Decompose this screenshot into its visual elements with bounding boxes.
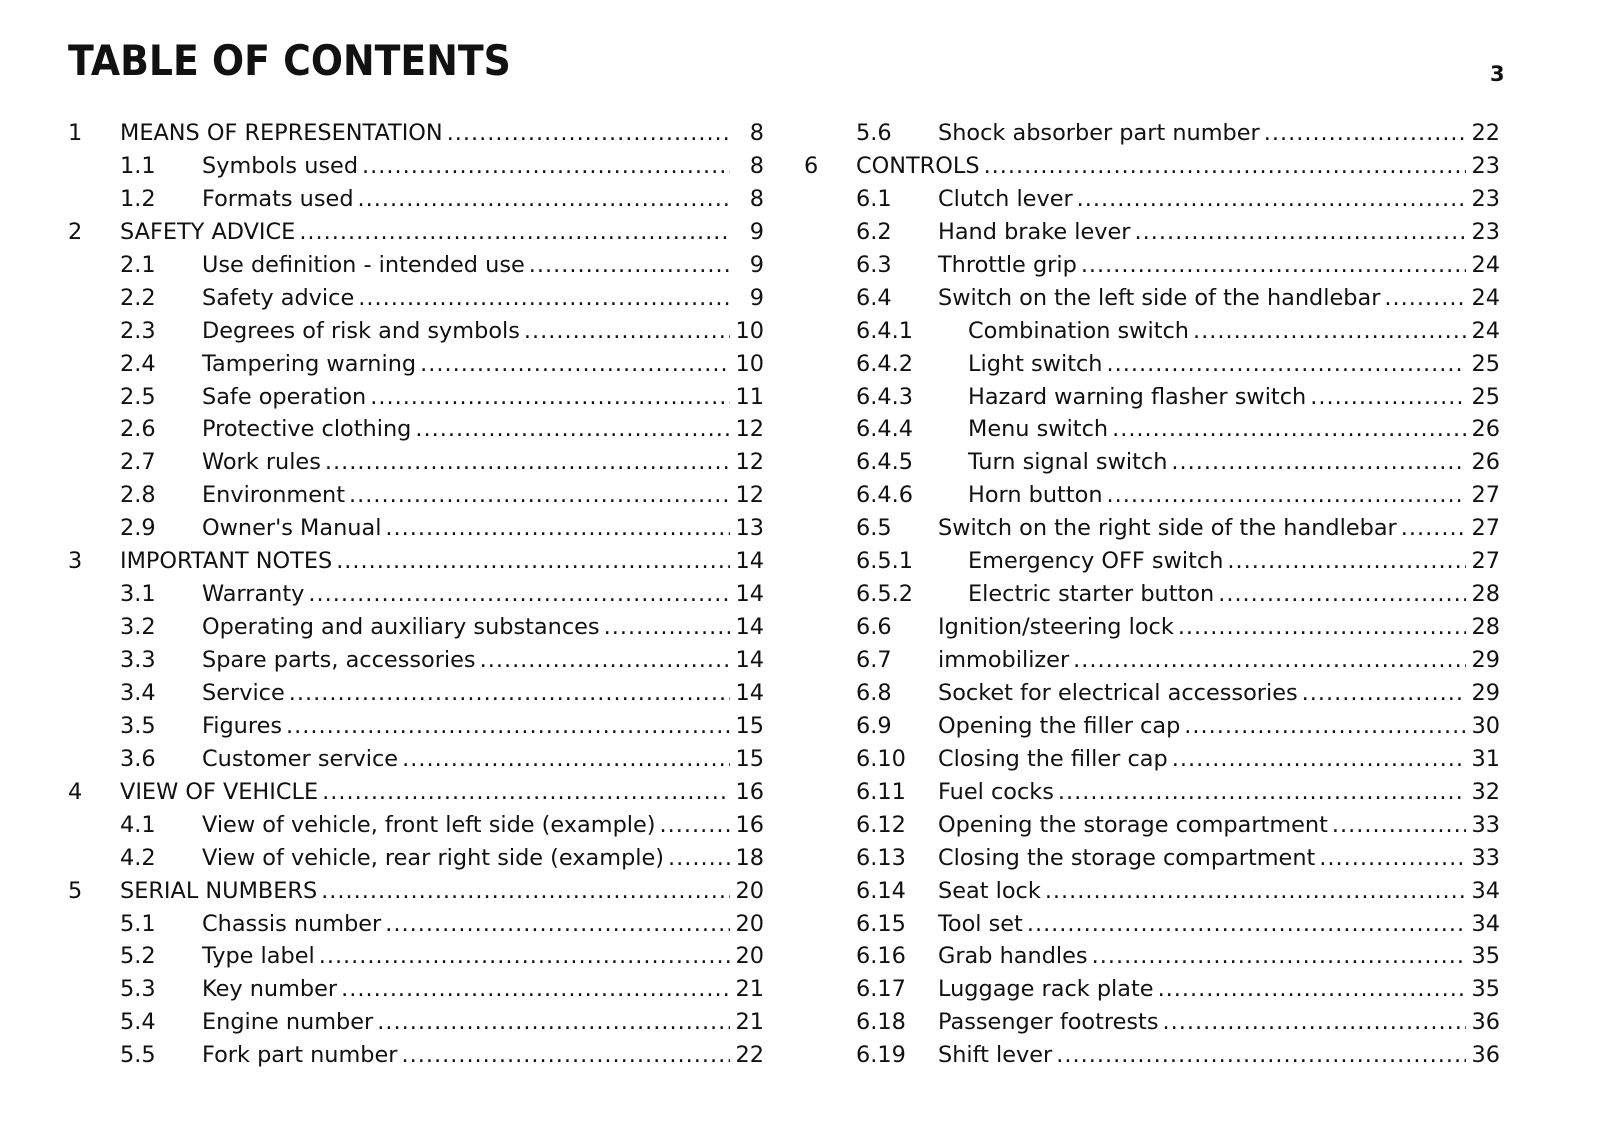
toc-entry-page: 12 [735, 482, 764, 509]
toc-entry-page: 23 [1471, 218, 1500, 245]
toc-entry[interactable] [800, 644, 1538, 677]
toc-entry-number: 2.3 [120, 317, 156, 344]
toc-entry-page: 14 [735, 581, 764, 608]
toc-entry-page: 35 [1471, 976, 1500, 1003]
toc-entry-title: MEANS OF REPRESENTATION [120, 120, 443, 146]
dot-leader [1302, 677, 1466, 710]
toc-entry-page: 27 [1471, 482, 1500, 509]
toc-entry-number: 6.9 [856, 712, 892, 739]
toc-entry-title: Work rules [202, 449, 321, 476]
toc-entry-page: 14 [735, 548, 764, 575]
toc-entry-number: 3.3 [120, 647, 156, 673]
dot-leader [377, 1006, 729, 1039]
toc-entry-number: 6.10 [856, 745, 906, 772]
toc-entry-page: 30 [1471, 712, 1500, 739]
toc-entry-title: Owner's Manual [202, 515, 382, 542]
toc-entry[interactable] [800, 908, 1538, 941]
toc-entry-number: 5.4 [120, 1009, 156, 1036]
toc-entry-title: Hazard warning flasher switch [968, 383, 1307, 410]
toc-entry[interactable] [64, 249, 768, 282]
toc-entry-number: 5.1 [120, 910, 156, 937]
toc-entry-page: 15 [735, 745, 764, 772]
dot-leader [1332, 809, 1466, 842]
toc-entry-title: SERIAL NUMBERS [120, 877, 318, 904]
toc-entry-number: 5.2 [120, 943, 156, 970]
dot-leader [1027, 908, 1466, 941]
dot-leader [660, 809, 730, 842]
dot-leader [321, 875, 729, 908]
toc-entry-page: 24 [1471, 317, 1500, 344]
toc-entry[interactable] [64, 940, 768, 973]
toc-entry-page: 32 [1471, 778, 1500, 805]
toc-entry-page: 22 [1471, 120, 1500, 146]
dot-leader [1193, 315, 1466, 348]
toc-entry-number: 2.9 [120, 515, 156, 542]
toc-entry-title: Hand brake lever [938, 218, 1131, 245]
dot-leader [1045, 875, 1466, 908]
toc-entry-page: 36 [1471, 1042, 1500, 1069]
toc-entry-number: 1.1 [120, 152, 156, 179]
toc-entry[interactable] [800, 282, 1538, 315]
dot-leader [1107, 479, 1466, 512]
toc-entry[interactable] [64, 183, 768, 216]
toc-entry-page: 33 [1471, 811, 1500, 838]
toc-entry-page: 9 [749, 284, 764, 311]
toc-entry[interactable] [800, 677, 1538, 710]
toc-entry-title: Figures [202, 712, 283, 739]
toc-entry-title: Type label [202, 943, 315, 970]
toc-entry-title: Tool set [938, 910, 1023, 937]
toc-entry-page: 18 [735, 844, 764, 871]
toc-entry-number: 3 [68, 548, 83, 575]
toc-entry-number: 2.2 [120, 284, 156, 311]
toc-entry[interactable] [64, 710, 768, 743]
toc-entry-number: 6.4.3 [856, 383, 913, 410]
toc-entry-number: 4 [68, 778, 83, 805]
toc-entry[interactable] [800, 973, 1538, 1006]
toc-entry-page: 21 [735, 1009, 764, 1036]
toc-entry-title: Socket for electrical accessories [938, 679, 1298, 706]
toc-entry[interactable] [64, 413, 768, 446]
toc-entry-page: 9 [749, 218, 764, 245]
toc-entry-number: 6.4.4 [856, 416, 913, 443]
toc-left-column [64, 117, 768, 1072]
toc-entry[interactable] [64, 1039, 768, 1072]
toc-entry-title: View of vehicle, front left side (example) [202, 811, 656, 838]
toc-entry[interactable] [800, 315, 1538, 348]
toc-entry[interactable] [64, 809, 768, 842]
toc-entry-number: 3.5 [120, 712, 156, 739]
toc-entry-title: Menu switch [968, 416, 1109, 443]
toc-entry[interactable] [800, 611, 1538, 644]
toc-entry-number: 1.2 [120, 185, 156, 212]
toc-entry-page: 28 [1471, 614, 1500, 641]
toc-entry-title: Degrees of risk and symbols [202, 317, 520, 344]
dot-leader [1401, 512, 1466, 545]
dot-leader [1092, 940, 1466, 973]
toc-entry-title: Horn button [968, 482, 1103, 509]
dot-leader [1384, 282, 1465, 315]
toc-entry-number: 5 [68, 877, 83, 904]
dot-leader [1310, 381, 1465, 414]
dot-leader [319, 940, 730, 973]
toc-entry-page: 13 [735, 515, 764, 542]
toc-entry[interactable] [64, 446, 768, 479]
toc-entry-title: Environment [202, 482, 345, 509]
toc-entry-title: Operating and auxiliary substances [202, 614, 600, 641]
toc-entry-number: 6.1 [856, 185, 892, 212]
toc-entry[interactable] [800, 578, 1538, 611]
toc-entry-page: 20 [735, 910, 764, 937]
toc-entry-number: 5.5 [120, 1042, 156, 1069]
dot-leader [349, 479, 730, 512]
toc-entry-title: Tampering warning [202, 350, 417, 377]
toc-entry-page: 22 [735, 1042, 764, 1069]
toc-entry-number: 6.5.1 [856, 548, 913, 575]
dot-leader [385, 512, 729, 545]
toc-entry-title: Switch on the right side of the handlebar [938, 515, 1397, 542]
toc-entry-title: VIEW OF VEHICLE [120, 778, 319, 805]
dot-leader [322, 776, 729, 809]
toc-entry-title: Use definition - intended use [202, 251, 525, 278]
toc-entry-page: 12 [735, 449, 764, 476]
dot-leader [1077, 183, 1466, 216]
toc-entry-number: 3.6 [120, 745, 156, 772]
dot-leader [1058, 776, 1466, 809]
toc-entry-number: 6.5 [856, 515, 892, 542]
dot-leader [524, 315, 730, 348]
toc-entry[interactable] [64, 973, 768, 1006]
dot-leader [1106, 348, 1465, 381]
toc-entry[interactable] [800, 743, 1538, 776]
toc-entry-page: 8 [749, 185, 764, 212]
dot-leader [668, 842, 729, 875]
toc-entry-page: 33 [1471, 844, 1500, 871]
toc-entry-page: 31 [1471, 745, 1500, 772]
toc-entry-number: 6.15 [856, 910, 906, 937]
toc-entry[interactable] [64, 512, 768, 545]
toc-entry[interactable] [800, 1039, 1538, 1072]
toc-entry-title: Customer service [202, 745, 399, 772]
toc-entry[interactable] [64, 611, 768, 644]
toc-entry-number: 6.12 [856, 811, 906, 838]
toc-entry-page: 34 [1471, 877, 1500, 904]
toc-entry-number: 6.7 [856, 647, 892, 673]
dot-leader [415, 413, 729, 446]
toc-entry[interactable] [64, 1006, 768, 1039]
toc-entry-title: Shock absorber part number [938, 120, 1260, 146]
dot-leader [1135, 216, 1466, 249]
toc-entry-title: Fuel cocks [938, 778, 1054, 805]
toc-entry-title: Passenger footrests [938, 1009, 1159, 1036]
toc-entry-number: 6.13 [856, 844, 906, 871]
toc-entry[interactable] [800, 545, 1538, 578]
toc-entry-title: IMPORTANT NOTES [120, 548, 333, 575]
toc-entry[interactable] [64, 381, 768, 414]
toc-entry[interactable] [64, 842, 768, 875]
toc-entry-number: 6.4.6 [856, 482, 913, 509]
dot-leader [289, 677, 730, 710]
toc-entry[interactable] [64, 348, 768, 381]
dot-leader [341, 973, 729, 1006]
dot-leader [1319, 842, 1465, 875]
dot-leader [325, 446, 730, 479]
toc-entry[interactable] [64, 117, 768, 150]
toc-entry-title: Key number [202, 976, 338, 1003]
toc-entry-number: 6.5.2 [856, 581, 913, 608]
toc-entry-page: 8 [749, 120, 764, 146]
dot-leader [286, 710, 729, 743]
dot-leader [1171, 446, 1465, 479]
toc-entry[interactable] [800, 381, 1538, 414]
toc-entry-page: 20 [735, 943, 764, 970]
toc-entry-number: 2.7 [120, 449, 156, 476]
toc-entry[interactable] [64, 315, 768, 348]
toc-entry-page: 27 [1471, 548, 1500, 575]
toc-entry-number: 6.16 [856, 943, 906, 970]
toc-entry-number: 6.3 [856, 251, 892, 278]
dot-leader [1162, 1006, 1465, 1039]
dot-leader [1158, 973, 1466, 1006]
toc-entry-number: 6.2 [856, 218, 892, 245]
toc-entry-number: 6.11 [856, 778, 906, 805]
toc-entry-number: 2.4 [120, 350, 156, 377]
toc-entry-number: 5.6 [856, 120, 892, 146]
toc-entry[interactable] [800, 479, 1538, 512]
toc-entry-page: 29 [1471, 679, 1500, 706]
toc-entry-title: SAFETY ADVICE [120, 218, 296, 245]
toc-entry-number: 5.3 [120, 976, 156, 1003]
toc-entry-title: Throttle grip [938, 251, 1077, 278]
toc-entry[interactable] [800, 446, 1538, 479]
dot-leader [299, 216, 730, 249]
toc-entry-page: 14 [735, 679, 764, 706]
dot-leader [1218, 578, 1465, 611]
dot-leader [358, 183, 730, 216]
toc-entry-title: Safe operation [202, 383, 367, 410]
toc-entry-title: Switch on the left side of the handlebar [938, 284, 1381, 311]
dot-leader [529, 249, 730, 282]
toc-entry-number: 6.4.5 [856, 449, 913, 476]
toc-entry-page: 15 [735, 712, 764, 739]
dot-leader [1264, 117, 1466, 150]
dot-leader [1178, 611, 1466, 644]
toc-entry-title: Chassis number [202, 910, 382, 937]
dot-leader [984, 150, 1466, 183]
toc-entry-page: 12 [735, 416, 764, 443]
toc-entry-page: 20 [735, 877, 764, 904]
dot-leader [336, 545, 729, 578]
toc-entry-title: CONTROLS [856, 152, 980, 179]
toc-entry-number: 2.5 [120, 383, 156, 410]
toc-entry[interactable] [64, 908, 768, 941]
toc-entry-page: 10 [735, 350, 764, 377]
dot-leader [402, 1039, 730, 1072]
toc-entry-page: 16 [735, 811, 764, 838]
toc-entry-number: 6.6 [856, 614, 892, 641]
toc-entry[interactable] [800, 249, 1538, 282]
toc-entry-title: Seat lock [938, 877, 1041, 904]
toc-entry-number: 6.14 [856, 877, 906, 904]
toc-entry-page: 26 [1471, 416, 1500, 443]
toc-entry[interactable] [64, 875, 768, 908]
toc-entry-number: 6.17 [856, 976, 906, 1003]
toc-entry-number: 6.8 [856, 679, 892, 706]
toc-entry-title: Clutch lever [938, 185, 1073, 212]
dot-leader [447, 117, 730, 150]
toc-entry[interactable] [64, 479, 768, 512]
toc-entry-number: 2.8 [120, 482, 156, 509]
toc-entry-title: Grab handles [938, 943, 1088, 970]
toc-entry-title: Symbols used [202, 152, 359, 179]
toc-entry-page: 14 [735, 614, 764, 641]
dot-leader [385, 908, 729, 941]
dot-leader [1112, 413, 1465, 446]
toc-entry[interactable] [800, 710, 1538, 743]
toc-entry-title: Opening the storage compartment [938, 811, 1328, 838]
dot-leader [362, 150, 730, 183]
toc-entry[interactable] [800, 413, 1538, 446]
toc-entry-title: Emergency OFF switch [968, 548, 1224, 575]
toc-entry-number: 2.6 [120, 416, 156, 443]
toc-entry[interactable] [64, 644, 768, 677]
dot-leader [308, 578, 729, 611]
toc-entry-number: 2.1 [120, 251, 156, 278]
toc-entry-title: Safety advice [202, 284, 355, 311]
toc-entry-title: Opening the filler cap [938, 712, 1181, 739]
toc-entry[interactable] [800, 809, 1538, 842]
toc-entry-title: Service [202, 679, 285, 706]
toc-entry[interactable] [800, 776, 1538, 809]
toc-entry[interactable] [800, 117, 1538, 150]
dot-leader [1184, 710, 1465, 743]
toc-entry-title: Turn signal switch [968, 449, 1168, 476]
page-number: 3 [1490, 62, 1505, 86]
dot-leader [604, 611, 730, 644]
dot-leader [358, 282, 730, 315]
toc-entry[interactable] [64, 150, 768, 183]
toc-entry-page: 10 [735, 317, 764, 344]
toc-entry[interactable] [64, 776, 768, 809]
toc-entry-page: 34 [1471, 910, 1500, 937]
toc-entry-number: 1 [68, 120, 83, 146]
toc-entry-number: 6.18 [856, 1009, 906, 1036]
toc-entry[interactable] [64, 282, 768, 315]
toc-entry[interactable] [800, 150, 1538, 183]
toc-entry-page: 23 [1471, 185, 1500, 212]
toc-entry-title: Engine number [202, 1009, 374, 1036]
toc-entry-title: immobilizer [938, 647, 1070, 673]
toc-entry-number: 3.2 [120, 614, 156, 641]
toc-entry-title: Shift lever [938, 1042, 1053, 1069]
toc-entry-page: 11 [735, 383, 764, 410]
toc-entry-page: 23 [1471, 152, 1500, 179]
dot-leader [420, 348, 729, 381]
toc-entry-page: 26 [1471, 449, 1500, 476]
toc-entry-page: 24 [1471, 251, 1500, 278]
toc-entry-number: 6.4.2 [856, 350, 913, 377]
toc-entry-number: 6 [804, 152, 819, 179]
toc-entry-title: Warranty [202, 581, 305, 608]
page-title: TABLE OF CONTENTS [68, 36, 511, 85]
toc-entry[interactable] [800, 183, 1538, 216]
toc-entry-page: 21 [735, 976, 764, 1003]
dot-leader [1056, 1039, 1465, 1072]
toc-entry-title: Combination switch [968, 317, 1189, 344]
dot-leader [1227, 545, 1465, 578]
dot-leader [1073, 644, 1465, 677]
toc-entry-page: 25 [1471, 383, 1500, 410]
toc-entry-number: 6.4 [856, 284, 892, 311]
dot-leader [1172, 743, 1466, 776]
toc-entry[interactable] [64, 578, 768, 611]
toc-entry-page: 14 [735, 647, 764, 673]
toc-entry-number: 4.2 [120, 844, 156, 871]
toc-entry[interactable] [800, 348, 1538, 381]
toc-entry-page: 27 [1471, 515, 1500, 542]
toc-entry-number: 6.19 [856, 1042, 906, 1069]
toc-entry[interactable] [800, 1006, 1538, 1039]
toc-entry[interactable] [64, 743, 768, 776]
toc-entry-page: 9 [749, 251, 764, 278]
toc-entry-page: 8 [749, 152, 764, 179]
toc-entry-page: 35 [1471, 943, 1500, 970]
toc-entry-title: Closing the storage compartment [938, 844, 1316, 871]
toc-entry-page: 16 [735, 778, 764, 805]
toc-entry-number: 6.4.1 [856, 317, 913, 344]
toc-entry-title: Luggage rack plate [938, 976, 1154, 1003]
toc-entry-title: Closing the filler cap [938, 745, 1168, 772]
toc-entry-number: 3.4 [120, 679, 156, 706]
toc-entry-title: View of vehicle, rear right side (example) [202, 844, 665, 871]
dot-leader [370, 381, 729, 414]
toc-entry-page: 29 [1471, 647, 1500, 673]
toc-entry[interactable] [800, 842, 1538, 875]
toc-entry-page: 24 [1471, 284, 1500, 311]
toc-entry-page: 25 [1471, 350, 1500, 377]
dot-leader [480, 644, 730, 677]
toc-entry[interactable] [64, 545, 768, 578]
toc-entry-page: 28 [1471, 581, 1500, 608]
toc-entry-title: Electric starter button [968, 581, 1215, 608]
toc-entry-title: Protective clothing [202, 416, 412, 443]
toc-entry-title: Fork part number [202, 1042, 398, 1069]
toc-entry-title: Light switch [968, 350, 1103, 377]
toc-entry[interactable] [800, 512, 1538, 545]
toc-right-column [800, 117, 1538, 1072]
toc-entry-number: 4.1 [120, 811, 156, 838]
toc-entry-title: Formats used [202, 185, 354, 212]
toc-entry[interactable] [64, 677, 768, 710]
toc-entry-page: 36 [1471, 1009, 1500, 1036]
toc-entry-title: Ignition/steering lock [938, 614, 1174, 641]
dot-leader [402, 743, 729, 776]
toc-entry-title: Spare parts, accessories [202, 647, 476, 673]
toc-entry[interactable] [800, 875, 1538, 908]
toc-entry-number: 3.1 [120, 581, 156, 608]
toc-entry[interactable] [800, 940, 1538, 973]
toc-entry[interactable] [800, 216, 1538, 249]
toc-entry-number: 2 [68, 218, 83, 245]
dot-leader [1081, 249, 1466, 282]
toc-entry[interactable] [64, 216, 768, 249]
